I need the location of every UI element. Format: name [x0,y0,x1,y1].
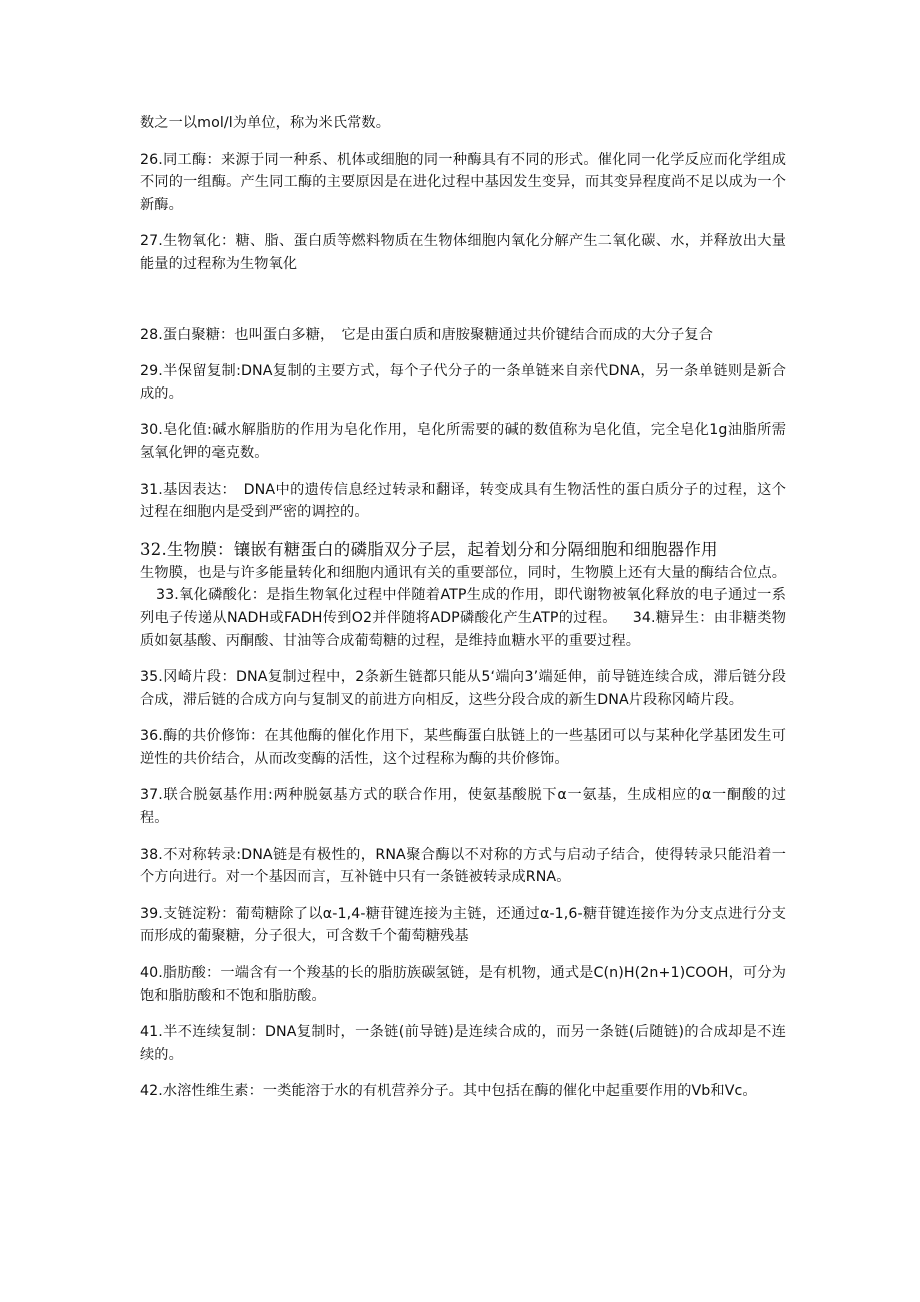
paragraph-33-text: 33.氧化磷酸化：是指生物氧化过程中伴随着ATP生成的作用，即代谢物被氧化释放的电子通过一系列电子传递从NADH或FADH传到O2并伴随将ADP磷酸化产生ATP的过程。 [140,587,786,626]
paragraph-32-text: 生物膜，也是与许多能量转化和细胞内通讯有关的重要部位，同时，生物膜上还有大量的酶结合位点。 [140,564,786,581]
paragraph-25-cont: 数之一以mol/l为单位，称为米氏常数。 [140,115,390,131]
paragraph-29: 29.半保留复制:DNA复制的主要方式，每个子代分子的一条单链来自亲代DNA，另一条单链则是新合成的。 [140,363,786,402]
paragraph-38: 38.不对称转录:DNA链是有极性的，RNA聚合酶以不对称的方式与启动子结合，使得转录只能沿着一个方向进行。对一个基因而言，互补链中只有一条链被转录成RNA。 [140,846,786,886]
paragraph-32-34 [140,538,786,652]
paragraph-27: 27.生物氧化：糖、脂、蛋白质等燃料物质在生物体细胞内氧化分解产生二氧化碳、水，并释放出大量能量的过程称为生物氧化 [140,233,786,272]
document-body [140,112,786,1117]
paragraph-36: 36.酶的共价修饰：在其他酶的催化作用下，某些酶蛋白肽链上的一些基团可以与某种化学基团发生可逆性的共价结合，从而改变酶的活性，这个过程称为酶的共价修饰。 [140,728,786,767]
paragraph-40: 40.脂肪酸：一端含有一个羧基的长的脂肪族碳氢链，是有机物，通式是C(n)H(2n+1)COOH，可分为饱和脂肪酸和不饱和脂肪酸。 [140,965,786,1004]
paragraph-32-heading: 32.生物膜：镶嵌有糖蛋白的磷脂双分子层，起着划分和分隔细胞和细胞器作用 [140,539,718,559]
paragraph-30: 30.皂化值:碱水解脂肪的作用为皂化作用，皂化所需要的碱的数值称为皂化值，完全皂化1g油脂所需氢氧化钾的毫克数。 [140,422,786,461]
paragraph-28: 28.蛋白聚糖：也叫蛋白多糖， 它是由蛋白质和唐胺聚糖通过共价键结合而成的大分子复合 [140,326,713,343]
paragraph-39: 39.支链淀粉：葡萄糖除了以α-1,4-糖苷键连接为主链，还通过α-1,6-糖苷键连接作为分支点进行分支而形成的葡聚糖，分子很大，可含数千个葡萄糖残基 [140,905,786,945]
paragraph-35: 35.冈崎片段：DNA复制过程中，2条新生链都只能从5‘端向3’端延伸，前导链连续合成，滞后链分段合成，滞后链的合成方向与复制叉的前进方向相反，这些分段合成的新生DNA片段称冈崎片段。 [140,669,786,708]
paragraph-31: 31.基因表达： DNA中的遗传信息经过转录和翻译，转变成具有生物活性的蛋白质分子的过程，这个过程在细胞内是受到严密的调控的。 [140,481,786,521]
paragraph-34-text: 34.糖异生：由非糖类物质如氨基酸、丙酮酸、甘油等合成葡萄糖的过程，是维持血糖水平的重要过程。 [140,609,787,649]
paragraph-37: 37.联合脱氨基作用:两种脱氨基方式的联合作用，使氨基酸脱下α一氨基，生成相应的α一酮酸的过程。 [140,787,786,827]
paragraph-26: 26.同工酶：来源于同一种系、机体或细胞的同一种酶具有不同的形式。催化同一化学反应而化学组成不同的一组酶。产生同工酶的主要原因是在进化过程中基因发生变异，而其变异程度尚不足以成为一个新酶。 [140,151,786,213]
paragraph-41: 41.半不连续复制：DNA复制时，一条链(前导链)是连续合成的，而另一条链(后随链)的合成却是不连续的。 [140,1024,786,1063]
paragraph-42: 42.水溶性维生素：一类能溶于水的有机营养分子。其中包括在酶的催化中起重要作用的Vb和Vc。 [140,1083,757,1100]
